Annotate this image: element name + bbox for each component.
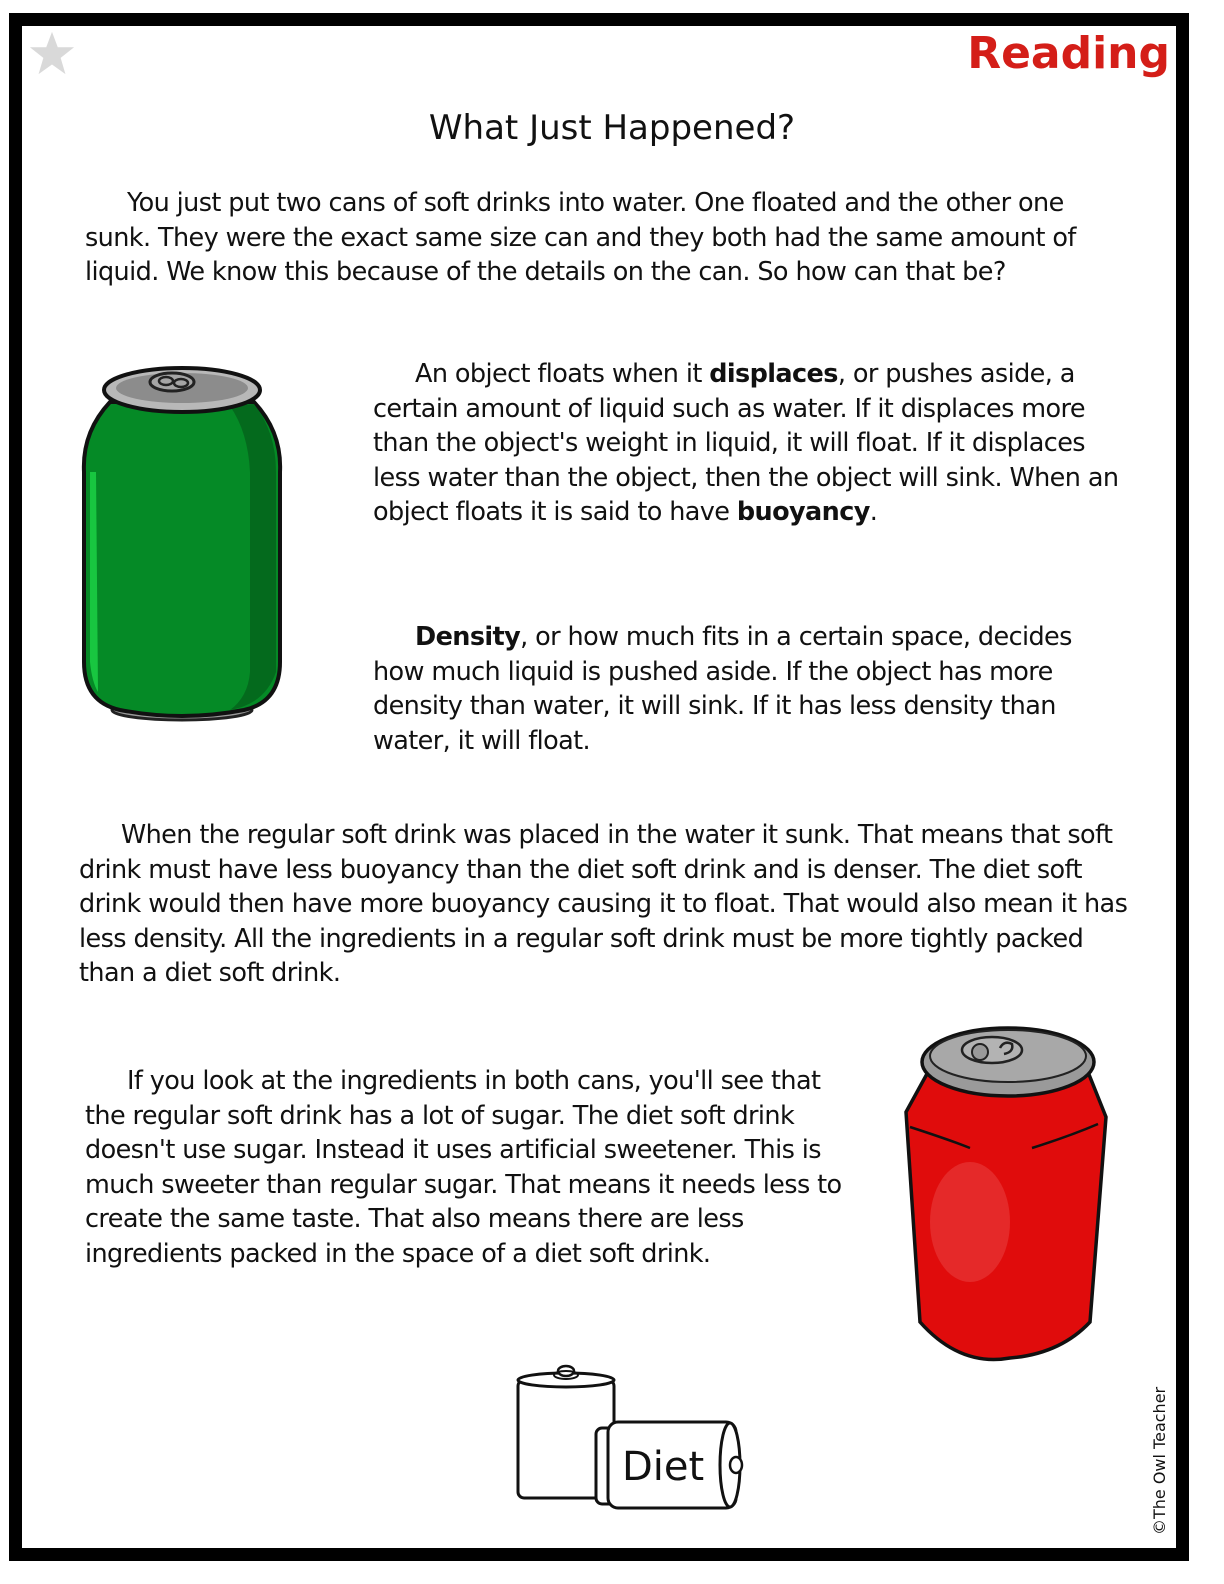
red-soda-can-image: [900, 1022, 1108, 1362]
diet-cans-drawing: [512, 1360, 752, 1510]
text: If you look at the ingredients in both cans, you'll see that the regular soft drink has a lot of sugar. The diet soft drink doesn't use sugar. Instead it uses artificial sweetener. This is much sweeter than regular sugar. That means it needs less to create the same taste. That also means there are less ingredients packed in the space of a diet soft drink.: [85, 1066, 842, 1269]
intro-text: You just put two cans of soft drinks into water. One floated and the other one sunk. They were the exact same size can and they both had the same amount of liquid. We know this because of the details on the can. So how can that be?: [85, 188, 1076, 287]
copyright-credit: ©The Owl Teacher: [1150, 1386, 1169, 1535]
text: When the regular soft drink was placed in the water it sunk. That means that soft drink must have less buoyancy than the diet soft drink and is denser. The diet soft drink would then have more buoyancy causing it to float. That would also mean it has less density. All the ingredients in a regular soft drink must be more tightly packed than a diet soft drink.: [79, 820, 1128, 988]
floating-paragraph: [373, 357, 1123, 530]
term-buoyancy: buoyancy: [736, 497, 870, 527]
density-paragraph: [373, 620, 1123, 758]
text: , or how much fits in a certain space, decides how much liquid is pushed aside. If the object has more density than water, it will sink. If it has less density than water, it will float.: [373, 622, 1072, 756]
text: An object floats when it: [415, 359, 710, 389]
subject-label: Reading: [967, 28, 1170, 79]
green-soda-can-image: [80, 362, 284, 724]
diet-label: Diet: [622, 1444, 705, 1490]
text: .: [869, 497, 878, 527]
term-displaces: displaces: [709, 359, 838, 389]
intro-paragraph: [85, 186, 1115, 290]
star-icon: [28, 30, 76, 78]
regular-soda-paragraph: [79, 818, 1129, 991]
page-title: What Just Happened?: [428, 108, 796, 148]
term-density: Density: [415, 622, 521, 652]
text: , or pushes aside, a certain amount of liquid such as water. If it displaces more than the object's weight in liquid, it will float. If it displaces less water than the object, then the object will sink. When an object floats it is said to have: [373, 359, 1119, 527]
ingredients-paragraph: [85, 1064, 855, 1271]
